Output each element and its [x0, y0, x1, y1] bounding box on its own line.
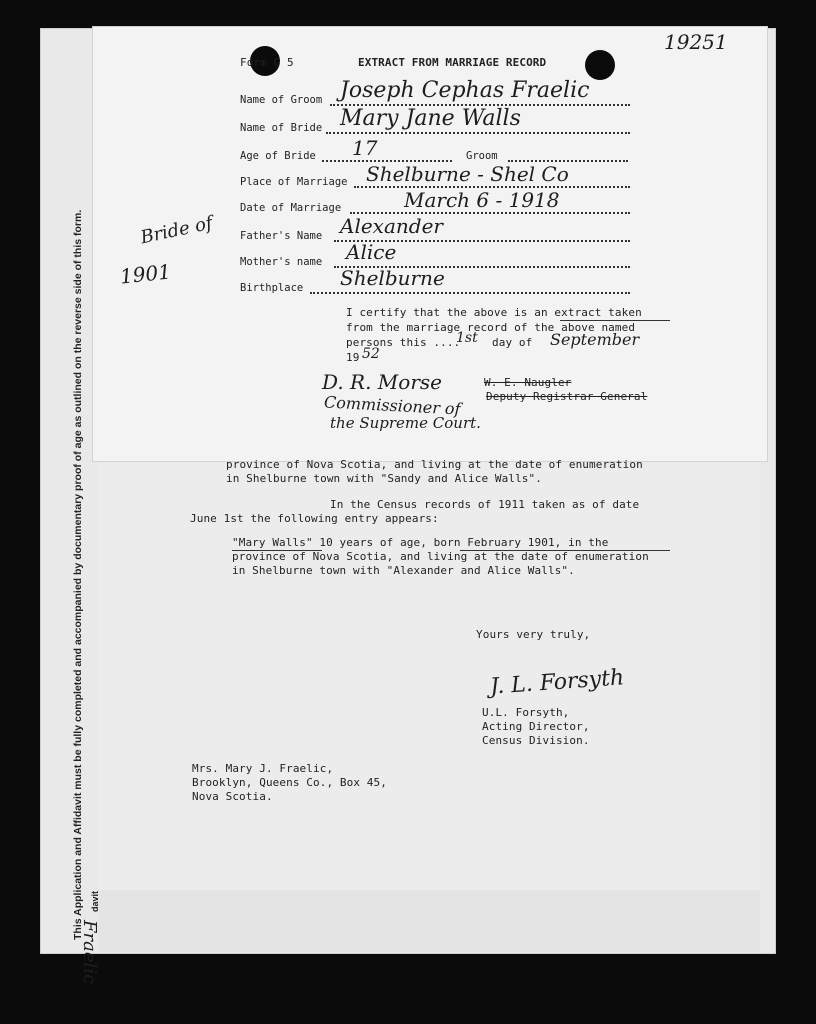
signer-title: Acting Director,: [482, 720, 590, 733]
certify-dayof: day of: [492, 336, 533, 349]
certify-day: 1st: [456, 330, 478, 346]
struck-registrar-name: W. E. Naugler: [484, 376, 572, 389]
mother-value: Alice: [346, 240, 397, 264]
birthplace-label: Birthplace: [240, 282, 304, 294]
father-label: Father's Name: [240, 230, 323, 242]
bottom-form-strip: [98, 890, 760, 952]
groom-age-label: Groom: [466, 150, 498, 162]
letter-underline-2: [460, 550, 670, 551]
margin-instruction: [72, 120, 84, 940]
place-label: Place of Marriage: [240, 176, 348, 188]
bride-note-line1: Bride of: [138, 212, 215, 249]
birthplace-dotted-line: [310, 292, 630, 294]
age-bride-label: Age of Bride: [240, 150, 316, 162]
form-number: Form G 5: [240, 56, 294, 69]
certify-line2: from the marriage record of the above named: [346, 321, 636, 334]
birthplace-value: Shelburne: [340, 266, 445, 290]
bride-label: Name of Bride: [240, 122, 323, 134]
letter-para2-line1: "Mary Walls" 10 years of age, born February 1901, in the: [232, 536, 609, 549]
letter-para1-line2: June 1st the following entry appears:: [190, 512, 439, 525]
letter-underline-1: [232, 550, 322, 551]
signer-name: U.L. Forsyth,: [482, 706, 570, 719]
age-bride-value: 17: [352, 136, 378, 160]
letter-signature: J. L. Forsyth: [489, 665, 625, 700]
address-line3: Nova Scotia.: [192, 790, 273, 803]
letter-top-line1: province of Nova Scotia, and living at the date of enumeration: [226, 458, 643, 471]
father-value: Alexander: [340, 214, 443, 238]
extract-title: EXTRACT FROM MARRIAGE RECORD: [358, 56, 547, 69]
commissioner-line2: the Supreme Court.: [330, 414, 481, 432]
bride-dotted-line: [326, 132, 630, 134]
signer-division: Census Division.: [482, 734, 590, 747]
commissioner-line1: Commissioner of: [323, 392, 461, 419]
letter-para2-line2: province of Nova Scotia, and living at the date of enumeration: [232, 550, 649, 563]
certify-year: 52: [362, 346, 380, 362]
bride-value: Mary Jane Walls: [340, 106, 521, 131]
address-line1: Mrs. Mary J. Fraelic,: [192, 762, 334, 775]
letter-para1-line1: In the Census records of 1911 taken as of date: [330, 498, 640, 511]
file-number: 19251: [664, 30, 728, 54]
registrar-signature: D. R. Morse: [322, 370, 442, 394]
bride-note-line2: 1901: [118, 259, 173, 289]
groom-value: Joseph Cephas Fraelic: [340, 78, 590, 103]
letter-closing: Yours very truly,: [476, 628, 591, 641]
certify-month: September: [550, 330, 640, 349]
punch-hole-right: [585, 50, 615, 80]
letter-top-line2: in Shelburne town with "Sandy and Alice Walls".: [226, 472, 542, 485]
place-value: Shelburne - Shel Co: [366, 162, 569, 186]
certify-underline: [560, 320, 670, 321]
letter-para2-line3: in Shelburne town with "Alexander and Alice Walls".: [232, 564, 575, 577]
bottom-davit-fragment: davit: [90, 890, 100, 912]
bottom-handwritten-surname: Fraelic: [79, 920, 100, 985]
mother-label: Mother's name: [240, 256, 323, 268]
deputy-title: Deputy Registrar General: [486, 390, 648, 403]
margin-instruction-text: This Application and Affidavit must be fully completed and accompanied by documentary proof of age as outlined on the reverse side of this form.: [72, 209, 84, 940]
certify-line1: I certify that the above is an extract taken: [346, 306, 642, 319]
date-label: Date of Marriage: [240, 202, 342, 214]
address-line2: Brooklyn, Queens Co., Box 45,: [192, 776, 387, 789]
certify-line3-text: persons this ....: [346, 336, 461, 349]
groom-label: Name of Groom: [240, 94, 323, 106]
date-value: March 6 - 1918: [404, 188, 560, 212]
certify-year-prefix: 19: [346, 351, 360, 364]
